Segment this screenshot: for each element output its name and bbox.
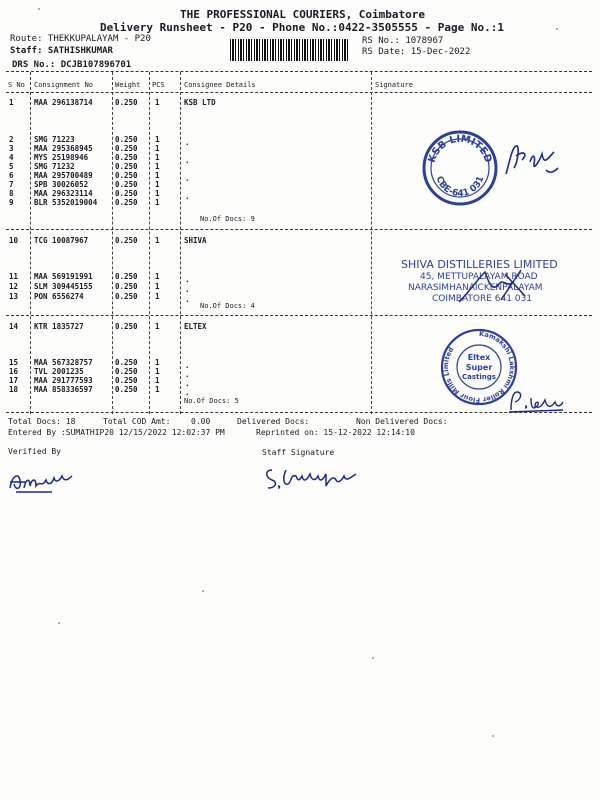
- row-sno: 15: [9, 358, 19, 367]
- row-sno: 6: [9, 171, 14, 180]
- row-pcs: 1: [155, 272, 160, 281]
- row-pcs: 1: [155, 98, 160, 107]
- row-pcs: 1: [155, 358, 160, 367]
- consignee-dot: .: [185, 138, 190, 147]
- row-pcs: 1: [155, 171, 160, 180]
- svg-text:KSB LIMITED: [427, 134, 494, 165]
- eltex-stamp-text3: Castings: [462, 373, 496, 381]
- row-sno: 8: [9, 189, 14, 198]
- svg-text:CBE-641 031: [434, 175, 487, 199]
- total-docs: Total Docs: 18: [8, 417, 76, 426]
- row-consignment: MAA 569191991: [34, 272, 93, 281]
- row-consignment: MAA 858336597: [34, 385, 93, 394]
- ksb-stamp-code: CBE-641 031: [433, 174, 487, 200]
- row-weight: 0.250: [115, 272, 138, 281]
- row-consignment: BLR 5352019004: [34, 198, 98, 207]
- shiva-signature: [455, 262, 535, 308]
- eltex-signature: [505, 388, 567, 414]
- row-pcs: 1: [155, 135, 160, 144]
- scan-speck: [372, 657, 374, 659]
- row-consignment: MAA 296323114: [34, 189, 93, 198]
- col-header-weight: Weight: [115, 81, 141, 89]
- row-weight: 0.250: [115, 376, 138, 385]
- row-weight: 0.250: [115, 189, 138, 198]
- row-sno: 2: [9, 135, 14, 144]
- row-weight: 0.250: [115, 292, 138, 301]
- eltex-stamp-text1: Eltex: [467, 353, 491, 362]
- shiva-stamp-line1: SHIVA DISTILLERIES LIMITED: [401, 258, 558, 271]
- row-sno: 7: [9, 180, 14, 189]
- reprinted-on: Reprinted on: 15-12-2022 12:14:10: [256, 428, 415, 437]
- consignee-name: ELTEX: [184, 322, 207, 331]
- shiva-stamp-line2: 45, METTUPALAYAM ROAD: [420, 272, 538, 282]
- row-pcs: 1: [155, 144, 160, 153]
- entered-by: Entered By :SUMATHIP20 12/15/2022 12:02:37 PM: [8, 428, 225, 437]
- shiva-stamp-line4: COIMBATORE 641 031: [432, 294, 533, 304]
- row-weight: 0.250: [115, 358, 138, 367]
- staff: Staff: SATHISHKUMAR: [10, 46, 113, 56]
- col-divider: [149, 72, 150, 414]
- drs-number: DRS No.: DCJB107896701: [12, 60, 132, 70]
- scan-speck: [492, 735, 494, 737]
- row-consignment: MAA 295700489: [34, 171, 93, 180]
- row-sno: 18: [9, 385, 19, 394]
- row-consignment: MAA 296138714: [34, 98, 93, 107]
- row-sno: 4: [9, 153, 14, 162]
- total-cod-value: 0.00: [191, 417, 211, 426]
- col-header-consignee: Consignee Details: [184, 81, 256, 89]
- row-consignment: SPB 30026052: [34, 180, 89, 189]
- row-sno: 11: [9, 272, 19, 281]
- non-delivered-docs: Non Delivered Docs:: [356, 417, 448, 426]
- row-sno: 13: [9, 292, 19, 301]
- row-sno: 5: [9, 162, 14, 171]
- docs-count: No.Of Docs: 5: [184, 397, 239, 405]
- consignee-dot: .: [185, 275, 190, 284]
- row-pcs: 1: [155, 236, 160, 245]
- eltex-stamp-ring-text: Kamakshi Lakshmi Roller Flour Mills Limited: [441, 329, 516, 405]
- delivered-docs: Delivered Docs:: [237, 417, 310, 426]
- group-divider: [6, 315, 592, 316]
- row-weight: 0.250: [115, 135, 138, 144]
- row-weight: 0.250: [115, 98, 138, 107]
- consignee-dot: .: [185, 156, 190, 165]
- col-divider: [371, 72, 372, 414]
- row-sno: 12: [9, 282, 19, 291]
- row-weight: 0.250: [115, 180, 138, 189]
- staff-signature-label: Staff Signature: [262, 448, 335, 457]
- row-pcs: 1: [155, 153, 160, 162]
- route: Route: THEKKUPALAYAM - P20: [10, 34, 151, 44]
- row-weight: 0.250: [115, 153, 138, 162]
- row-consignment: PON 6556274: [34, 292, 84, 301]
- row-sno: 10: [9, 236, 19, 245]
- col-divider: [112, 72, 113, 414]
- group-divider: [6, 229, 592, 230]
- consignee-dot: .: [185, 285, 190, 294]
- row-consignment: SMG 71223: [34, 135, 75, 144]
- row-sno: 17: [9, 376, 19, 385]
- row-weight: 0.250: [115, 322, 138, 331]
- docs-count: No.Of Docs: 4: [200, 302, 255, 310]
- consignee-dot: .: [185, 379, 190, 388]
- row-weight: 0.250: [115, 367, 138, 376]
- row-sno: 1: [9, 98, 14, 107]
- shiva-stamp-line3: NARASIMHANAICKENPALAYAM: [408, 283, 543, 293]
- row-pcs: 1: [155, 282, 160, 291]
- row-consignment: KTR 1835727: [34, 322, 84, 331]
- col-divider: [30, 72, 31, 414]
- col-header-pcs: PCS: [152, 81, 165, 89]
- consignee-dot: .: [185, 174, 190, 183]
- row-consignment: SLM 309445155: [34, 282, 93, 291]
- col-divider: [180, 72, 181, 414]
- docs-count: No.Of Docs: 9: [200, 215, 255, 223]
- header-rule-top: [6, 71, 592, 72]
- verified-by-signature: [6, 466, 78, 496]
- row-weight: 0.250: [115, 236, 138, 245]
- barcode: [230, 39, 350, 61]
- eltex-stamp-text2: Super: [465, 363, 493, 372]
- scan-speck: [58, 622, 60, 624]
- row-sno: 16: [9, 367, 19, 376]
- staff-signature: [262, 462, 362, 492]
- rs-number: RS No.: 1078967: [362, 36, 444, 46]
- total-cod-label: Total COD Amt:: [103, 417, 171, 426]
- row-weight: 0.250: [115, 282, 138, 291]
- scan-speck: [556, 28, 558, 30]
- row-weight: 0.250: [115, 144, 138, 153]
- row-pcs: 1: [155, 385, 160, 394]
- row-pcs: 1: [155, 292, 160, 301]
- ksb-stamp-name: KSB LIMITED: [426, 133, 494, 165]
- row-pcs: 1: [155, 322, 160, 331]
- row-consignment: MAA 295368945: [34, 144, 93, 153]
- row-sno: 14: [9, 322, 19, 331]
- consignee-dot: .: [185, 388, 190, 397]
- row-pcs: 1: [155, 198, 160, 207]
- row-consignment: MAA 567328757: [34, 358, 93, 367]
- consignee-dot: .: [185, 370, 190, 379]
- consignee-name: SHIVA: [184, 236, 207, 245]
- row-weight: 0.250: [115, 385, 138, 394]
- header-rule-bottom: [6, 92, 592, 93]
- row-pcs: 1: [155, 189, 160, 198]
- row-pcs: 1: [155, 367, 160, 376]
- consignee-dot: .: [185, 295, 190, 304]
- row-weight: 0.250: [115, 162, 138, 171]
- ksb-stamp: [420, 128, 500, 208]
- row-sno: 3: [9, 144, 14, 153]
- row-consignment: SMG 71232: [34, 162, 75, 171]
- col-header-consignment: Consignment No: [34, 81, 94, 89]
- row-pcs: 1: [155, 162, 160, 171]
- row-sno: 9: [9, 198, 14, 207]
- row-weight: 0.250: [115, 198, 138, 207]
- verified-by-label: Verified By: [8, 447, 61, 456]
- consignee-name: KSB LTD: [184, 98, 216, 107]
- consignee-dot: .: [185, 192, 190, 201]
- consignee-dot: .: [185, 361, 190, 370]
- row-weight: 0.250: [115, 171, 138, 180]
- ksb-signature: [502, 140, 560, 180]
- row-consignment: TVL 2001235: [34, 367, 84, 376]
- scan-speck: [38, 8, 40, 10]
- runsheet-title: Delivery Runsheet - P20 - Phone No.:0422-3505555 - Page No.:1: [100, 21, 504, 34]
- row-pcs: 1: [155, 376, 160, 385]
- col-header-sno: S No: [8, 81, 25, 89]
- col-header-signature: Signature: [375, 81, 413, 89]
- row-consignment: MAA 291777593: [34, 376, 93, 385]
- row-consignment: MYS 25198946: [34, 153, 89, 162]
- row-consignment: TCG 10087967: [34, 236, 89, 245]
- row-pcs: 1: [155, 180, 160, 189]
- scan-speck: [202, 590, 204, 592]
- company-line: THE PROFESSIONAL COURIERS, Coimbatore: [180, 8, 426, 21]
- rs-date: RS Date: 15-Dec-2022: [362, 47, 471, 57]
